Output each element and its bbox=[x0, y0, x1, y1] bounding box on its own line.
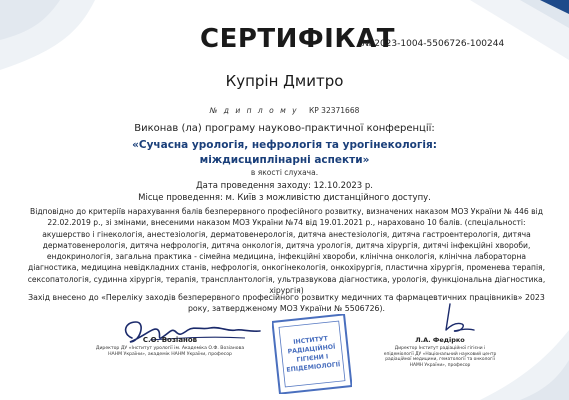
conference-title bbox=[0, 138, 569, 168]
right-signer-position: Директор Інститут радіаційної гігієни і епідеміології ДУ «Національний науковий центр радіаційної медицини, гематології та онкології НАМН України», професор bbox=[383, 346, 497, 368]
stamp-line1: ІНСТИТУТ bbox=[292, 335, 329, 346]
diploma-line bbox=[0, 106, 569, 115]
institution-stamp bbox=[272, 314, 352, 394]
recipient-name: Купрін Дмитро bbox=[225, 72, 344, 90]
stamp-line3: ГІГІЄНИ І bbox=[296, 353, 329, 364]
stamp-line4: ЕПІДЕМІОЛОГІЇ bbox=[286, 361, 341, 374]
right-signature bbox=[420, 300, 480, 338]
certificate-title: СЕРТИФІКАТ bbox=[200, 24, 395, 54]
capacity-text: в якості слухача. bbox=[250, 168, 319, 177]
completed-text: Виконав (ла) програму науково-практичної конференції: bbox=[134, 123, 435, 134]
conference-title-line1: «Сучасна урологія, нефрологія та урогінекологія: bbox=[132, 139, 437, 151]
right-signer bbox=[380, 336, 500, 368]
diploma-number: КР 32371668 bbox=[308, 106, 360, 115]
certificate-number: № 2023-1004-5506726-100244 bbox=[362, 39, 505, 49]
conference-title-line2: міждисциплінарні аспекти» bbox=[199, 154, 370, 166]
event-place: Місце проведення: м. Київ з можливістю дистанційного доступу. bbox=[138, 193, 431, 203]
inclusion-note: Захід внесено до «Переліку заходів безперервного професійного розвитку медичних та фармацевтичних працівників» 2023 року, затвердженому МОЗ України № 5506726). bbox=[28, 293, 545, 314]
event-date: Дата проведення заходу: 12.10.2023 р. bbox=[195, 181, 374, 191]
left-signer bbox=[95, 336, 245, 358]
stamp-line2: РАДІАЦІЙНОЇ bbox=[287, 343, 336, 356]
right-signer-name: Л.А. Федірко bbox=[415, 336, 465, 344]
left-signer-name: С.О. Возіанов bbox=[142, 336, 198, 344]
points-description: Відповідно до критеріїв нарахування балів безперервного професійного розвитку, визначених наказом МОЗ України № 446 від 22.02.2019 р., зі змінами, внесеними наказом МОЗ України №74 від 19.01.2021 р., нараховано 10 балів. (спеціальності: акушерство і гінекологія, анестезіологія, дерматовенерологія, дитяча анестезіологія, дитяча гастроентерологія, дитяча дерматовенерологія, дитяча нефрологія, дитяча онкологія, дитяча урологія, дитяча хірургія, дитячі інфекційні хвороби, ендокринологія, загальна практика - сімейна медицина, інфекційні хвороби, клінічна онкологія, клінічна лабораторна діагностика, медицина невідкладних станів, нефрологія, онкогінекологія, онкохірургія, пластична хірургія, променева терапія, сексопатологія, судинна хірургія, терапія, трансплантологія, ультразвукова діагностика, урологія, функціональна діагностика, хірургія) bbox=[27, 207, 546, 296]
diploma-label: № д и п л о м у bbox=[209, 106, 299, 115]
left-signer-position: Директор ДУ «Інститут урології ім. Академіка О.Ф. Возіанова НАНМ України», академік НАНМ України, професор bbox=[95, 346, 245, 357]
